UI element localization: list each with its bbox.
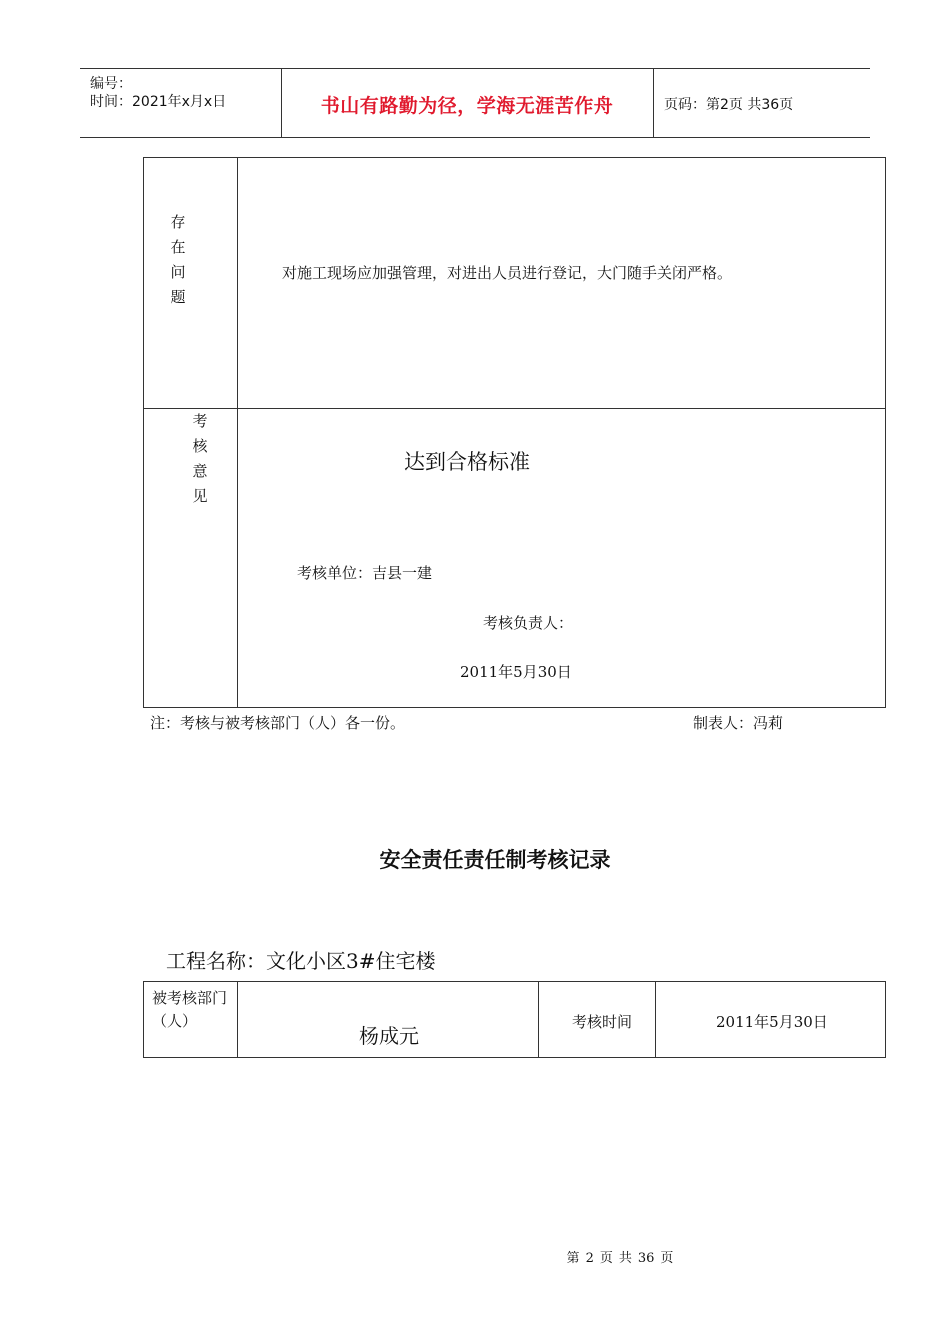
assessment-date: 2011年5月30日 (460, 663, 572, 681)
footer-text: 第 (566, 1251, 580, 1266)
header-meta-cell (80, 69, 282, 137)
table-divider (655, 982, 656, 1057)
header-page-cell (654, 69, 870, 137)
footer-text: 页 (599, 1251, 613, 1266)
dept-label: 被考核部门（人） (152, 989, 228, 1030)
table-divider (237, 982, 238, 1057)
table-divider (538, 982, 539, 1057)
footer-text: 页 (660, 1251, 674, 1266)
table-divider (237, 158, 238, 707)
dept-name: 杨成元 (359, 1024, 419, 1048)
header-motto-cell (281, 69, 654, 137)
issues-label: 存 在 问 题 (170, 213, 186, 306)
project-name: 工程名称：文化小区3#住宅楼 (166, 949, 436, 973)
table-maker: 制表人：冯莉 (693, 714, 784, 732)
header-page-info: 页码：第2页 共36页 (664, 97, 794, 113)
doc-id-label: 编号： (90, 76, 132, 92)
opinion-label: 考 核 意 见 (192, 412, 208, 505)
assessment-person: 考核负责人： (483, 614, 574, 632)
verdict-text: 达到合格标准 (404, 450, 530, 474)
doc-time-label: 时间：2021年x月x日 (90, 94, 227, 110)
record-table (143, 981, 886, 1058)
assessment-unit: 考核单位：吉县一建 (297, 564, 433, 582)
footer-total-pages: 36 (637, 1251, 655, 1266)
record-title: 安全责任责任制考核记录 (379, 848, 611, 872)
table-divider (144, 408, 885, 409)
assessment-table (143, 157, 886, 708)
footer-page-number: 2 (585, 1251, 594, 1266)
issues-text: 对施工现场应加强管理，对进出人员进行登记，大门随手关闭严格。 (282, 264, 733, 282)
footer-text: 共 (618, 1251, 632, 1266)
page-header (80, 68, 870, 138)
time-label: 考核时间 (572, 1013, 633, 1031)
time-value: 2011年5月30日 (716, 1013, 828, 1031)
header-motto: 书山有路勤为径，学海无涯苦作舟 (320, 95, 614, 117)
page-footer (0, 1247, 950, 1266)
table-note: 注：考核与被考核部门（人）各一份。 (150, 714, 406, 732)
